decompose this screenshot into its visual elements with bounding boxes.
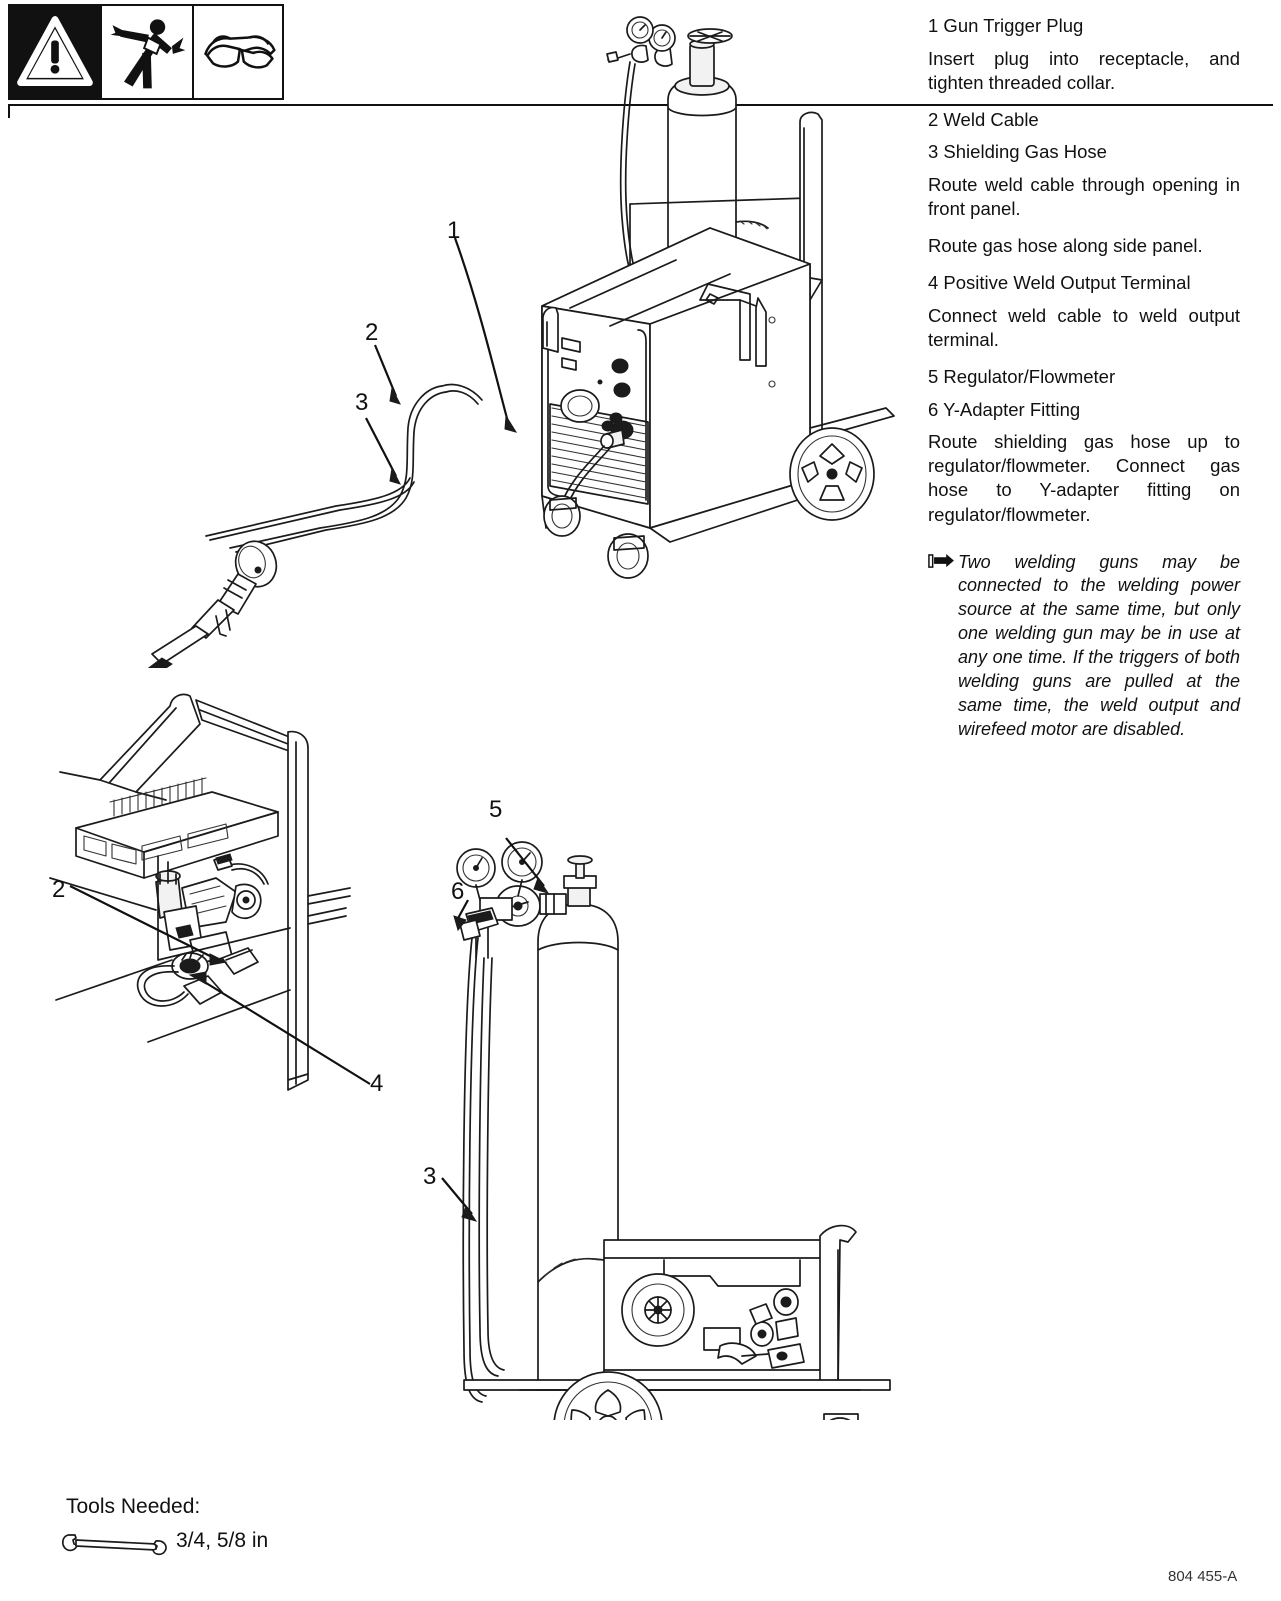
instruction-title: 6 Y-Adapter Fitting [928,398,1081,420]
header-divider-tick [8,104,10,118]
instruction-text-column [928,14,1240,742]
figure-welder-cart-overview [110,8,920,668]
figure-gas-hose-routing [420,790,920,1420]
tools-needed-label: Tools Needed: [66,1495,201,1518]
instruction-title: 1 Gun Trigger Plug [928,15,1084,36]
instruction-title: 3 Shielding Gas Hose [928,141,1107,163]
callout-4-detail: 4 [370,1070,384,1097]
warning-exclamation-icon [8,4,100,100]
instruction-body: Insert plug into receptacle, and tighten threaded collar. [928,47,1240,93]
instruction-body: Connect weld cable to weld output terminal. [928,304,1240,350]
tools-sizes: 3/4, 5/8 in [176,1529,269,1552]
note-text: Two welding guns may be connected to the welding power source at the same time, but only one welding gun may be in use at any one time. If the triggers of both welding guns are pulled at the same time, the weld output and wirefeed motor are disabled. [958,551,1240,740]
instruction-body: Route weld cable through opening in front panel. [928,174,1240,220]
figure-terminal-detail [40,660,410,1110]
callout-3-cylinder: 3 [423,1163,437,1190]
callout-2-main: 2 [365,319,379,346]
instruction-body: Route gas hose along side panel. [928,235,1203,257]
open-end-wrench-icon [60,1529,170,1559]
instruction-title: 4 Positive Weld Output Terminal [928,272,1191,294]
callout-3-main: 3 [355,389,369,416]
callout-6-cylinder: 6 [451,878,465,905]
instruction-title: 5 Regulator/Flowmeter [928,366,1116,388]
document-reference: 804 455-A [1168,1568,1238,1585]
instruction-title: 2 Weld Cable [928,108,1039,130]
callout-2-detail: 2 [52,876,66,903]
callout-1: 1 [447,217,461,244]
pointing-hand-icon [928,551,958,743]
callout-5-cylinder: 5 [489,796,503,823]
instruction-body: Route shielding gas hose up to regulator/flowmeter. Connect gas hose to Y-adapter fitting on regulator/flowmeter. [928,431,1240,525]
note-block [928,551,1240,743]
